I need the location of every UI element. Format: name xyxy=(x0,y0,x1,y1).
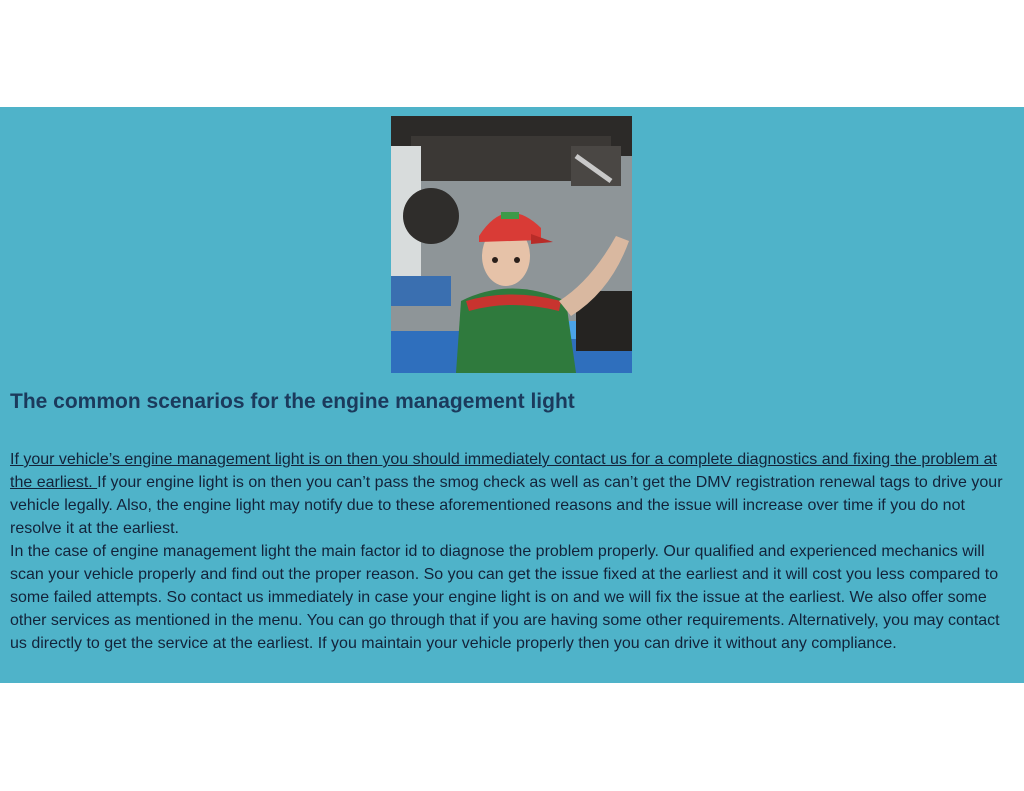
page-title: The common scenarios for the engine management light xyxy=(10,390,575,413)
paragraph-intro xyxy=(10,448,1020,540)
mechanic-photo-icon xyxy=(391,116,632,373)
contact-link[interactable]: If your vehicle’s engine management light is on then you should immediately contact us for a complete diagnostics and fixing the problem at the earliest. xyxy=(10,451,997,491)
content-panel xyxy=(0,107,1024,683)
article-body xyxy=(10,448,1020,655)
paragraph-diagnosis: In the case of engine management light the main factor id to diagnose the problem properly. Our qualified and experienced mechanics will scan your vehicle properly and find out the proper reason. So you can get the issue fixed at the earliest and it will cost you less compared to some failed attempts. So contact us immediately in case your engine light is on and we will fix the issue at the earliest. We also offer some other services as mentioned in the menu. You can go through that if you are having some other requirements. Alternatively, you may contact us directly to get the service at the earliest. If you maintain your vehicle properly then you can drive it without any compliance. xyxy=(10,543,1000,652)
paragraph-intro-text: If your engine light is on then you can’t pass the smog check as well as can’t get the DMV registration renewal tags to drive your vehicle legally. Also, the engine light may notify due to these aforementioned reasons and the issue will increase over time if you do not resolve it at the earliest. xyxy=(10,474,1003,537)
mechanic-photo xyxy=(391,116,632,373)
